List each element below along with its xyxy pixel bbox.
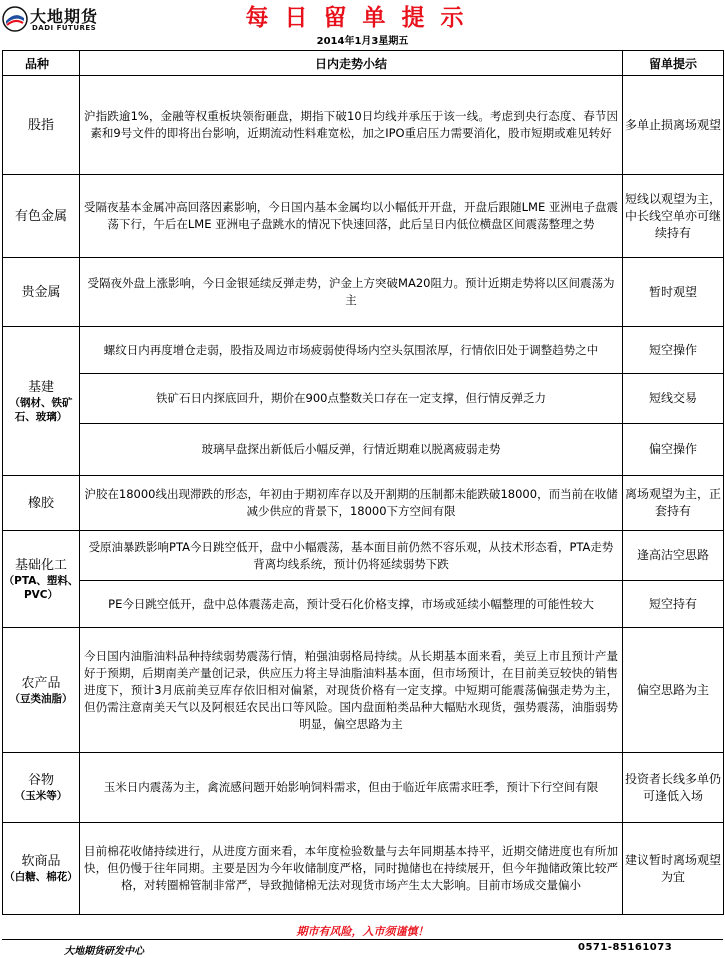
table-header-row (3, 51, 724, 76)
category-name: 有色金属 (14, 208, 67, 224)
category-name: 农产品 (21, 675, 61, 691)
summary-cell: 目前棉花收储持续进行，从进度方面来看，本年度检验数量与去年同期基本持平，近期交储进度也有所加快，但仍慢于往年同期。主要是因为今年收储制度严格，同时抛储也在持续展开，但今年抛储政策比较严格，对转圈棉管制非常严，导致抛储棉无法对现货市场产生太大影响。目前市场成交量偏小 (80, 823, 623, 915)
category-cell (3, 327, 80, 476)
logo-text-en: DADI FUTURES (32, 24, 97, 32)
summary-cell: 沪指跌逾1%，金融等权重板块领衔砸盘，期指下破10日均线并承压于该一线。考虑到央行态度、春节因素和9号文件的即将出台影响，近期流动性料难宽松，加之IPO重启压力需要消化，股市短期或难见转好 (80, 76, 623, 175)
tip-cell: 暂时观望 (623, 258, 724, 327)
category-sub: （豆类油脂） (9, 692, 73, 705)
report-date: 2014年1月3星期五 (316, 36, 409, 47)
page-title: 每日留单提示 (245, 5, 480, 31)
tip-cell: 投资者长线多单仍可逢低入场 (623, 753, 724, 823)
category-sub: （钢材、铁矿石、玻璃） (9, 396, 73, 423)
column-header-summary: 日内走势小结 (80, 51, 623, 76)
category-name: 谷物 (27, 773, 54, 788)
table-row (3, 823, 724, 915)
logo-text-cn: 大地期货 (30, 7, 99, 26)
column-header-variety: 品种 (3, 51, 80, 76)
summary-cell: 铁矿石日内探底回升，期价在900点整数关口存在一定支撑，但行情反弹乏力 (80, 374, 623, 424)
tip-cell: 建议暂时离场观望为宜 (623, 823, 724, 915)
category-cell (3, 76, 80, 175)
table-row (3, 753, 724, 823)
risk-warning: 期市有风险，入市须谨慎！ (296, 925, 429, 938)
tip-cell: 短线交易 (623, 374, 724, 424)
footer-divider (2, 939, 723, 940)
logo (2, 4, 122, 36)
category-name: 贵金属 (21, 284, 61, 300)
table-row (3, 581, 724, 628)
tip-cell: 短空持有 (623, 581, 724, 628)
category-name: 基础化工 (14, 557, 67, 573)
summary-cell: 沪胶在18000线出现滞跌的形态，年初由于期初库存以及开割期的压制都未能跌破18000，而当前在收储减少供应的背景下，18000下方空间有限 (80, 476, 623, 531)
table-row (3, 327, 724, 374)
logo-mark-icon (2, 6, 28, 32)
summary-cell: 受原油暴跌影响PTA今日跳空低开，盘中小幅震荡，基本面目前仍然不容乐观，从技术形态看，PTA走势背离均线系统，预计仍将延续弱势下跌 (80, 531, 623, 581)
category-cell (3, 823, 80, 915)
tip-cell: 短线以观望为主，中长线空单亦可继续持有 (623, 175, 724, 258)
summary-cell: 受隔夜基本金属冲高回落因素影响，今日国内基本金属均以小幅低开开盘，开盘后跟随LME 亚洲电子盘震荡下行，午后在LME 亚洲电子盘跳水的情况下快速回落，此后呈日内低位横盘区间震荡整理之势 (80, 175, 623, 258)
table-row (3, 424, 724, 476)
summary-cell: PE今日跳空低开，盘中总体震荡走高，预计受石化价格支撑，市场或延续小幅整理的可能性较大 (80, 581, 623, 628)
category-sub: （玉米等） (14, 790, 68, 802)
footer-phone: 0571-85161073 (578, 942, 673, 953)
table-row (3, 628, 724, 753)
table-row (3, 531, 724, 581)
summary-cell: 受隔夜外盘上涨影响，今日金银延续反弹走势，沪金上方突破MA20阻力。预计近期走势将以区间震荡为主 (80, 258, 623, 327)
category-cell (3, 531, 80, 628)
summary-cell: 玉米日内震荡为主，禽流感问题开始影响饲料需求，但由于临近年底需求旺季，预计下行空间有限 (80, 753, 623, 823)
tips-table (2, 50, 724, 915)
category-name: 软商品 (21, 854, 61, 869)
summary-cell: 玻璃早盘探出新低后小幅反弹，行情近期难以脱离疲弱走势 (80, 424, 623, 476)
category-sub: （白糖、棉花） (4, 871, 78, 883)
category-name: 基建 (27, 379, 54, 395)
table-row (3, 374, 724, 424)
table-row (3, 175, 724, 258)
tip-cell: 短空操作 (623, 327, 724, 374)
tip-cell: 离场观望为主，正套持有 (623, 476, 724, 531)
column-header-tip: 留单提示 (623, 51, 724, 76)
category-cell (3, 175, 80, 258)
summary-cell: 螺纹日内再度增仓走弱，股指及周边市场疲弱使得场内空头氛围浓厚，行情依旧处于调整趋势之中 (80, 327, 623, 374)
category-name: 股指 (27, 117, 54, 133)
tip-cell: 偏空思路为主 (623, 628, 724, 753)
category-cell (3, 258, 80, 327)
summary-cell: 今日国内油脂油料品种持续弱势震荡行情，粕强油弱格局持续。从长期基本面来看，美豆上市且预计产量好于预期，后期南美产量创记录，供应压力将主导油脂油料基本面，但市场预计，在目前美豆较快的销售进度下，预计3月底前美豆库存依旧相对偏紧，对现货价格有一定支撑。中短期可能震荡偏强走势为主，但仍需注意南美天气以及阿根廷农民出口等风险。国内盘面粕类品种大幅贴水现货，强势震荡，油脂弱势明显，偏空思路为主 (80, 628, 623, 753)
category-cell (3, 476, 80, 531)
category-cell (3, 753, 80, 823)
tip-cell: 逢高沽空思路 (623, 531, 724, 581)
tip-cell: 多单止损离场观望 (623, 76, 724, 175)
footer-org: 大地期货研发中心 (64, 946, 144, 957)
table-row (3, 76, 724, 175)
tip-cell: 偏空操作 (623, 424, 724, 476)
category-sub: （PTA、塑料、PVC） (3, 574, 79, 601)
category-name: 橡胶 (27, 495, 54, 511)
table-row (3, 476, 724, 531)
table-row (3, 258, 724, 327)
category-cell (3, 628, 80, 753)
